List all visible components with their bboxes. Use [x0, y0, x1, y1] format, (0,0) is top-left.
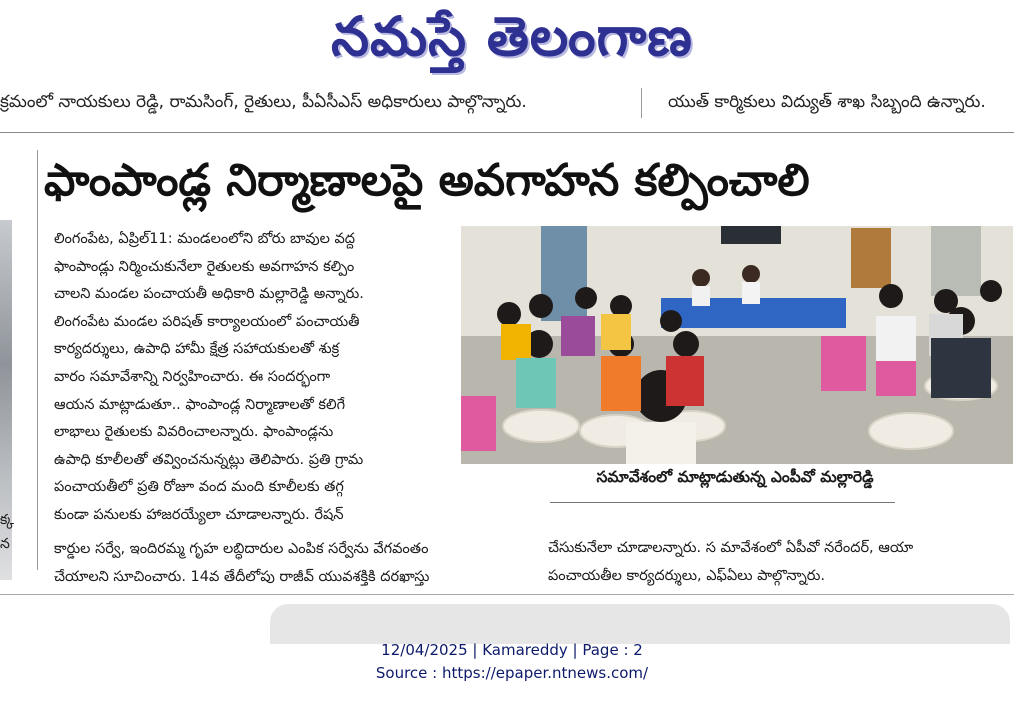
previous-story-left-fragment: క్రమంలో నాయకులు రెడ్డి, రామసింగ్, రైతులు, పీఏసీఎస్ అధికారులు పాల్గొన్నారు. — [0, 92, 527, 112]
article-line: చేసుకునేలా చూడాలన్నారు. స మావేశంలో ఏపీవో నరేందర్, ఆయా — [548, 540, 914, 556]
article-line: కుండా పనులకు హాజరయ్యేలా చూడాలన్నారు. రేషన్ — [54, 506, 344, 523]
article-line: కార్యదర్శులు, ఉపాధి హామీ క్షేత్ర సహాయకులతో శుక్ర — [54, 341, 340, 358]
article-line: లింగంపేట, ఏప్రిల్11: మండలంలోని బోరు బావుల వద్ద — [54, 231, 356, 247]
article-line: ఉపాధి కూలీలతో తవ్వించనున్నట్లు తెలిపారు. ప్రతి గ్రామ — [54, 451, 364, 468]
epaper-footer — [0, 639, 1024, 685]
article-body-right — [548, 535, 1014, 590]
article-line: వారం సమావేశాన్ని నిర్వహించారు. ఈ సందర్భంగా — [54, 368, 331, 385]
article-line: చేయాలని సూచించారు. 14వ తేదీలోపు రాజీవ్ యువశక్తికి దరఖాస్తు — [54, 568, 430, 585]
photo-caption: సమావేశంలో మాట్లాడుతున్న ఎంపీవో మల్లారెడ్డి — [596, 468, 874, 486]
meeting-photo-illustration — [461, 226, 1013, 464]
article-line: పంచాయతీల కార్యదర్శులు, ఎఫ్ఏలు పాల్గొన్నారు. — [548, 567, 825, 584]
section-rule — [0, 132, 1014, 133]
article-line: లాభాలు రైతులకు వివరించాలన్నారు. ఫాంపాండ్లను — [54, 424, 334, 441]
column-divider — [37, 150, 38, 570]
article-line: ఆయన మాట్లాడుతూ.. ఫాంపాండ్ల నిర్మాణాలతో కలిగే — [54, 396, 346, 413]
article-body-continued — [54, 536, 524, 591]
article-line: ఫాంపాండ్లు నిర్మించుకునేలా రైతులకు అవగాహన కల్పిం — [54, 258, 355, 275]
caption-underline — [550, 502, 895, 503]
article-line: లింగంపేట మండల పరిషత్ కార్యాలయంలో పంచాయతీ — [54, 313, 360, 330]
article-body — [54, 226, 464, 530]
article-line: కార్డుల సర్వే, ఇందిరమ్మ గృహ లబ్ధిదారుల ఎంపిక సర్వేను వేగవంతం — [54, 541, 429, 557]
adjacent-text-fragment: క్క న — [0, 512, 14, 552]
article-line: పంచాయతీలో ప్రతి రోజూ వంద మంది కూలీలకు తగ్గ — [54, 479, 344, 496]
column-divider — [641, 88, 642, 118]
meeting-photo — [461, 226, 1013, 464]
previous-story-strip — [0, 88, 1024, 122]
masthead — [0, 0, 1024, 80]
edition-meta: 12/04/2025 | Kamareddy | Page : 2 — [381, 641, 643, 659]
newspaper-logo-title: నమస్తే తెలంగాణ — [331, 4, 693, 68]
section-rule — [0, 594, 1014, 595]
previous-story-right-fragment: యుత్ కార్మికులు విద్యుత్ శాఖ సిబ్బంది ఉన్నారు. — [668, 92, 986, 112]
article-headline: ఫాంపాండ్ల నిర్మాణాలపై అవగాహన కల్పించాలి — [44, 155, 810, 206]
next-article-card-fragment — [270, 604, 1010, 644]
source-link[interactable]: Source : https://epaper.ntnews.com/ — [375, 664, 649, 682]
article-line: చాలని మండల పంచాయతీ అధికారి మల్లారెడ్డి అన్నారు. — [54, 286, 364, 303]
